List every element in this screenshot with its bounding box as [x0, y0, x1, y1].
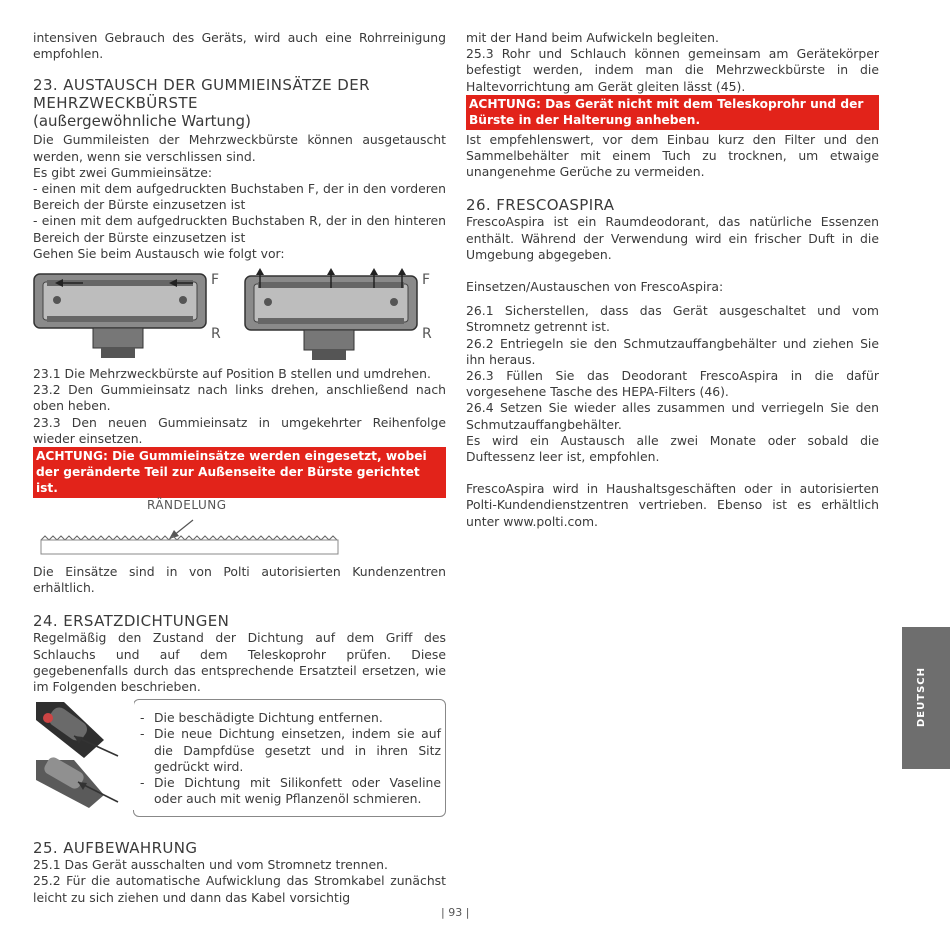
section-26-title: 26. FRESCOASPIRA	[466, 196, 615, 215]
s23-availability: Die Einsätze sind in von Polti autorisierten Kundenzentren erhältlich.	[33, 564, 446, 596]
language-tab	[902, 627, 950, 769]
s26-step: 26.1 Sicherstellen, dass das Gerät ausgeschaltet und vom Stromnetz getrennt ist.	[466, 303, 879, 335]
s23-paragraph: Die Gummileisten der Mehrzweckbürste können ausgetauscht werden, wenn sie verschlissen sind.	[33, 132, 446, 164]
warning-banner: ACHTUNG: Das Gerät nicht mit dem Teleskoprohr und der Bürste in der Halterung anheben.	[466, 95, 879, 130]
section-23-subtitle: (außergewöhnliche Wartung)	[33, 112, 251, 131]
s26-step: 26.4 Setzen Sie wieder alles zusammen und verriegeln Sie den Schmutzauffangbehälter.	[466, 400, 879, 432]
language-tab-label: DEUTSCH	[916, 667, 927, 727]
s23-step: 23.2 Den Gummieinsatz nach links drehen, anschließend nach oben heben.	[33, 382, 446, 414]
section-25-title: 25. AUFBEWAHRUNG	[33, 839, 198, 858]
s23-paragraph: Es gibt zwei Gummieinsätze:	[33, 164, 212, 180]
s23-paragraph: - einen mit dem aufgedruckten Buchstaben F, der in den vorderen Bereich der Bürste einzusetzen ist	[33, 181, 446, 213]
s26-paragraph: Es wird ein Austausch alle zwei Monate oder sobald die Duftessenz leer ist, empfohlen.	[466, 432, 879, 465]
s23-paragraph: Gehen Sie beim Austausch wie folgt vor:	[33, 245, 285, 261]
s24-paragraph: Regelmäßig den Zustand der Dichtung auf dem Griff des Schlauchs und auf dem Teleskoprohr prüfen. Diese gegebenenfalls durch das entsprechende Ersatzteil ersetzen, wie im Folgenden beschrieben.	[33, 630, 446, 695]
knurl-figure	[33, 498, 446, 556]
section-24-title: 24. ERSATZDICHTUNGEN	[33, 612, 230, 631]
letter-r: R	[422, 326, 432, 343]
s25-step: 25.1 Das Gerät ausschalten und vom Stromnetz trennen.	[33, 857, 388, 873]
s23-step: 23.3 Den neuen Gummieinsatz in umgekehrter Reihenfolge wieder einsetzen.	[33, 414, 446, 446]
warning-banner: ACHTUNG: Die Gummieinsätze werden eingesetzt, wobei der geränderte Teil zur Außenseite der Bürste gerichtet ist.	[33, 447, 446, 498]
s23-paragraph: - einen mit dem aufgedruckten Buchstaben R, der in den hinteren Bereich der Bürste einzusetzen ist	[33, 213, 446, 245]
continued-text: Ist empfehlenswert, vor dem Einbau kurz den Filter und den Sammelbehälter mit einem Tuch zu trocknen, um etwaige unangenehme Gerüche zu vermeiden.	[466, 131, 879, 180]
s26-step: 26.2 Entriegeln sie den Schmutzauffangbehälter und ziehen Sie ihn heraus.	[466, 335, 879, 367]
brush-illustration	[244, 268, 446, 360]
s23-step: 23.1 Die Mehrzweckbürste auf Position B stellen und umdrehen.	[33, 366, 431, 382]
list-item: - Die neue Dichtung einsetzen, indem sie auf die Dampfdüse gesetzt und in ihren Sitz gedrückt wird.	[140, 726, 441, 774]
list-item: - Die beschädigte Dichtung entfernen.	[140, 710, 383, 726]
letter-f: F	[211, 272, 220, 289]
intro-text: intensiven Gebrauch des Geräts, wird auch eine Rohrreinigung empfohlen.	[33, 30, 446, 62]
right-column	[466, 30, 879, 530]
s26-paragraph: FrescoAspira wird in Haushaltsgeschäften oder in autorisierten Polti-Kundendienstzentren vertrieben. Ebenso ist es erhältlich unter www.polti.com.	[466, 481, 879, 529]
brush-figure-rotate	[33, 268, 235, 360]
s26-step: 26.3 Füllen Sie das Deodorant FrescoAspira in die dafür vorgesehene Tasche des HEPA-Filters (46).	[466, 368, 879, 400]
continued-text: mit der Hand beim Aufwickeln begleiten.	[466, 30, 719, 45]
list-item: - Die Dichtung mit Silikonfett oder Vaseline oder auch mit wenig Pflanzenöl schmieren.	[140, 775, 441, 807]
s26-paragraph: Einsetzen/Austauschen von FrescoAspira:	[466, 279, 724, 295]
s25-step: 25.2 Für die automatische Aufwicklung das Stromkabel zunächst leicht zu sich ziehen und dann das Kabel vorsichtig	[33, 873, 446, 905]
s26-paragraph: FrescoAspira ist ein Raumdeodorant, das natürliche Essenzen enthält. Während der Verwendung wird ein frischer Duft in die Umgebung abgegeben.	[466, 214, 879, 262]
letter-f: F	[422, 272, 431, 289]
seal-photo	[34, 700, 134, 810]
left-column	[33, 30, 446, 906]
brush-illustration	[33, 268, 235, 360]
letter-r: R	[211, 326, 221, 343]
brush-figure-lift	[244, 268, 446, 360]
seal-steps-list	[134, 700, 445, 816]
brush-figures	[33, 268, 446, 360]
page-number: | 93 |	[441, 906, 470, 919]
continued-text: 25.3 Rohr und Schlauch können gemeinsam am Gerätekörper befestigt werden, indem man die Mehrzweckbürste in die Haltevorrichtung am Gerät gleiten lässt (45).	[466, 46, 879, 94]
knurl-label: RÄNDELUNG	[147, 498, 227, 513]
section-23-title: 23. AUSTAUSCH DER GUMMIEINSÄTZE DER MEHRZWECKBÜRSTE	[33, 76, 370, 113]
seal-instructions-box	[133, 699, 446, 817]
knurl-illustration	[33, 498, 353, 556]
